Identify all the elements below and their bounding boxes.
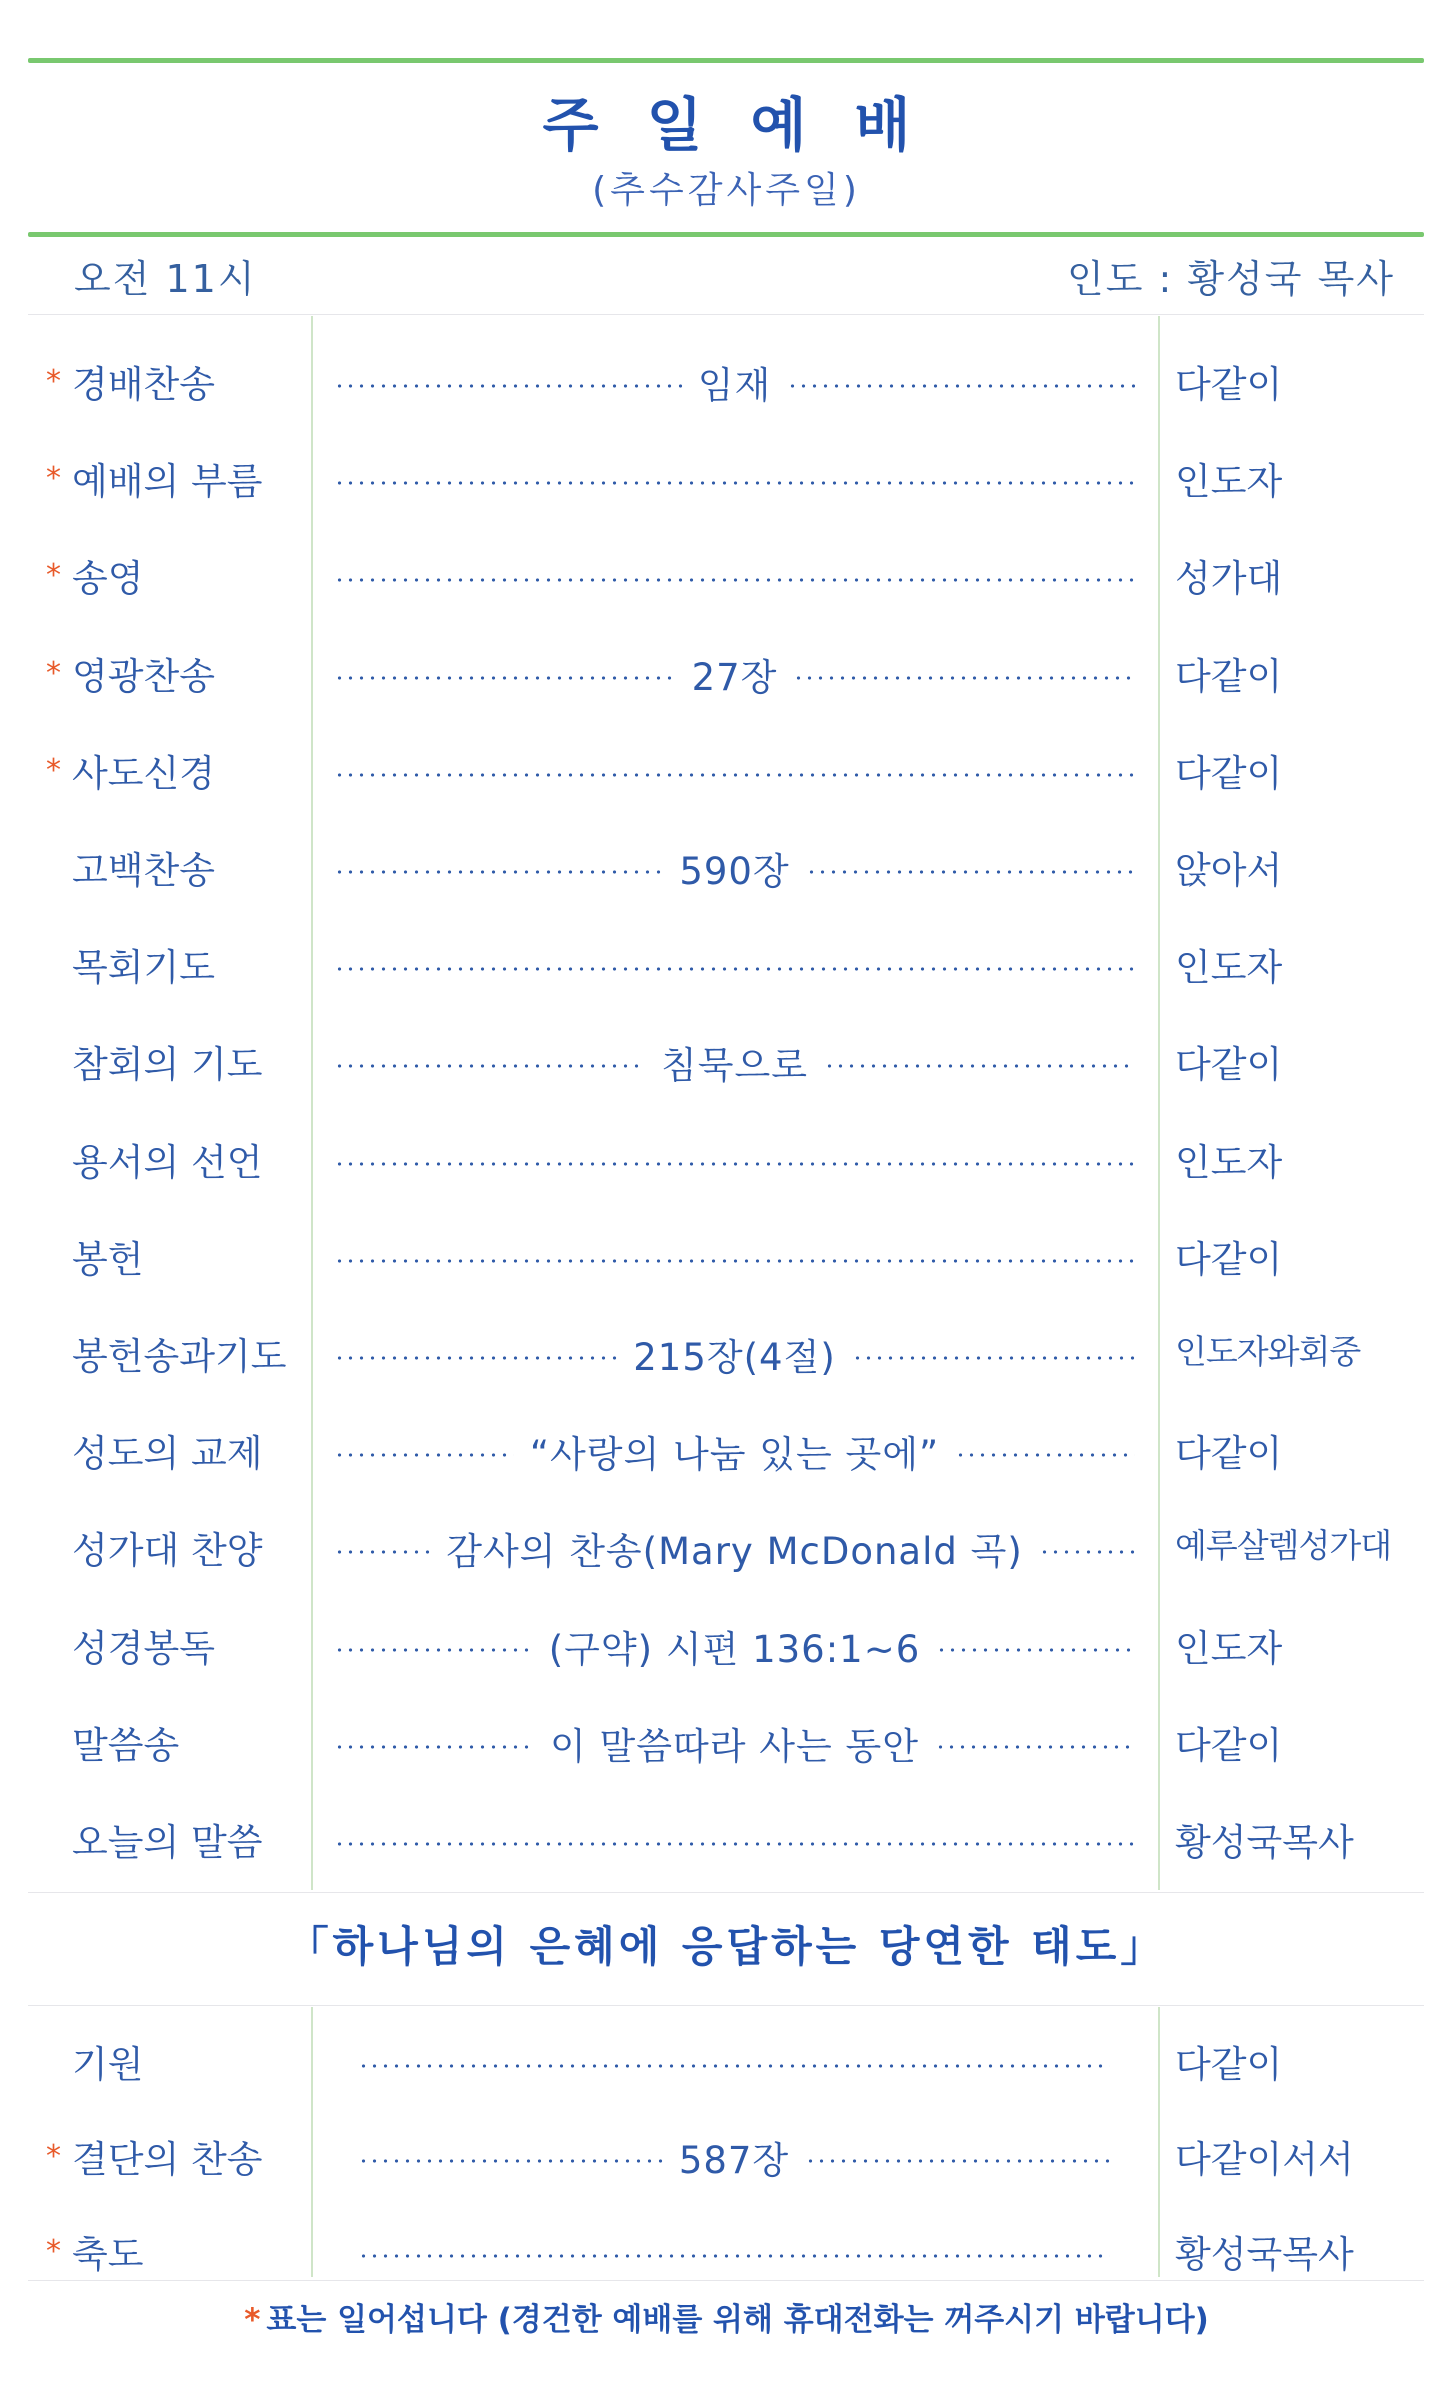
standing-asterisk-icon: * — [46, 2139, 61, 2174]
standing-asterisk-icon: * — [244, 2302, 261, 2338]
order-row — [0, 447, 1453, 511]
order-item-responder: 인도자 — [1175, 1140, 1283, 1184]
order-item-label: 송영 — [72, 557, 144, 601]
order-item-content: 임재 — [697, 364, 772, 407]
dot-leader — [334, 1259, 1135, 1263]
order-row — [0, 1030, 1453, 1094]
order-item-responder: 다같이 — [1175, 1723, 1283, 1767]
order-item-label: 기원 — [72, 2043, 144, 2086]
order-item-responder: 앉아서 — [1175, 849, 1283, 892]
dot-leader — [358, 2254, 1110, 2258]
order-item-label: 영광찬송 — [72, 654, 215, 698]
order-item-leader-dots — [334, 1520, 1135, 1576]
dot-leader — [334, 1842, 1135, 1846]
standing-asterisk-icon: * — [46, 655, 61, 691]
order-row — [0, 1419, 1453, 1483]
order-item-responder: 다같이 — [1175, 654, 1283, 698]
order-item-leader-dots — [358, 2224, 1110, 2280]
order-row — [0, 2220, 1453, 2284]
order-row — [0, 1711, 1453, 1775]
order-item-responder: 황성국목사 — [1175, 1821, 1354, 1864]
order-item-leader-dots — [334, 743, 1135, 799]
dot-leader — [358, 2159, 663, 2163]
order-item-label: 참회의 기도 — [72, 1043, 263, 1087]
order-item-content: 이 말씀따라 사는 동안 — [550, 1724, 919, 1768]
dot-leader — [334, 676, 676, 680]
order-item-leader-dots — [358, 2129, 1110, 2185]
order-item-leader-dots — [334, 451, 1135, 507]
order-row — [0, 1128, 1453, 1192]
order-item-responder: 다같이 — [1175, 1237, 1283, 1281]
dot-leader — [334, 1550, 430, 1554]
order-item-label: 성가대 찬양 — [72, 1529, 263, 1573]
dot-leader — [334, 773, 1135, 777]
header-green-rule — [28, 232, 1424, 237]
order-item-responder: 다같이 — [1175, 751, 1283, 795]
order-item-content: 감사의 찬송(Mary McDonald 곡) — [446, 1530, 1023, 1574]
closing-top-divider — [28, 2005, 1424, 2006]
order-row — [0, 836, 1453, 900]
order-item-responder: 인도자 — [1175, 460, 1283, 504]
order-item-responder: 다같이서서 — [1175, 2138, 1354, 2181]
dot-leader — [334, 967, 1135, 971]
order-row — [0, 1614, 1453, 1678]
order-item-leader-dots — [334, 1229, 1135, 1285]
dot-leader — [334, 384, 682, 388]
order-item-leader-dots — [358, 2034, 1110, 2090]
order-item-content: “사랑의 나눔 있는 곳에” — [529, 1433, 940, 1477]
dot-leader — [852, 1356, 1135, 1360]
order-item-label: 오늘의 말씀 — [72, 1821, 263, 1864]
order-item-label: 용서의 선언 — [72, 1140, 263, 1184]
order-item-label: 사도신경 — [72, 751, 215, 795]
dot-leader — [334, 578, 1135, 582]
dot-leader — [334, 481, 1135, 485]
order-row — [0, 350, 1453, 414]
standing-asterisk-icon: * — [46, 752, 61, 788]
service-title: 주일예배 — [542, 91, 959, 159]
order-item-leader-dots — [334, 548, 1135, 604]
dot-leader — [358, 2064, 1110, 2068]
dot-leader — [334, 1064, 645, 1068]
order-item-content: (구약) 시편 136:1~6 — [548, 1627, 921, 1671]
dot-leader — [334, 1162, 1135, 1166]
dot-leader — [824, 1064, 1135, 1068]
order-item-leader-dots — [334, 840, 1135, 896]
order-item-label: 경배찬송 — [72, 363, 215, 406]
order-item-responder: 다같이 — [1175, 1043, 1283, 1087]
dot-leader — [955, 1453, 1135, 1457]
order-item-content: 침묵으로 — [661, 1044, 808, 1088]
order-row — [0, 1516, 1453, 1580]
order-item-leader-dots — [334, 1034, 1135, 1090]
dot-leader — [334, 1648, 533, 1652]
order-item-content: 587장 — [678, 2139, 790, 2182]
order-row — [0, 1808, 1453, 1872]
order-item-label: 고백찬송 — [72, 849, 215, 892]
order-item-leader-dots — [334, 1812, 1135, 1868]
dot-leader — [1039, 1550, 1135, 1554]
order-item-label: 말씀송 — [72, 1723, 180, 1767]
order-item-label: 봉헌 — [72, 1237, 144, 1281]
standing-note-text: 표는 일어섭니다 (경건한 예배를 위해 휴대전화는 꺼주시기 바랍니다) — [266, 2302, 1209, 2338]
standing-asterisk-icon: * — [46, 558, 61, 594]
service-time: 오전 11시 — [74, 257, 257, 301]
order-row — [0, 544, 1453, 608]
order-item-leader-dots — [334, 1715, 1135, 1771]
order-item-responder: 다같이 — [1175, 2043, 1283, 2086]
order-item-leader-dots — [334, 1326, 1135, 1382]
order-item-label: 성도의 교제 — [72, 1432, 263, 1476]
order-item-leader-dots — [334, 1423, 1135, 1479]
dot-leader — [793, 676, 1135, 680]
order-top-divider — [28, 314, 1424, 315]
order-item-responder: 다같이 — [1175, 1432, 1283, 1476]
order-item-responder: 인도자 — [1175, 946, 1283, 990]
order-item-label: 목회기도 — [72, 946, 215, 990]
order-item-content: 27장 — [691, 655, 778, 699]
dot-leader — [806, 870, 1135, 874]
dot-leader — [936, 1648, 1135, 1652]
order-item-content: 590장 — [679, 850, 790, 893]
standing-asterisk-icon: * — [46, 461, 61, 497]
order-row — [0, 739, 1453, 803]
order-item-label: 성경봉독 — [72, 1626, 215, 1670]
order-item-responder: 황성국목사 — [1175, 2233, 1354, 2276]
dot-leader — [805, 2159, 1110, 2163]
order-item-leader-dots — [334, 354, 1135, 410]
order-item-label: 예배의 부름 — [72, 460, 263, 504]
order-item-responder: 성가대 — [1175, 557, 1283, 601]
standing-asterisk-icon: * — [46, 364, 61, 399]
order-row — [0, 642, 1453, 706]
footer-divider — [28, 2280, 1424, 2281]
order-item-leader-dots — [334, 937, 1135, 993]
order-item-content: 215장(4절) — [633, 1336, 836, 1379]
dot-leader — [787, 384, 1135, 388]
order-item-label: 봉헌송과기도 — [72, 1335, 287, 1378]
standing-note — [0, 2294, 1453, 2339]
order-item-label: 결단의 찬송 — [72, 2138, 263, 2181]
service-leader: 인도 : 황성국 목사 — [1067, 257, 1395, 301]
order-item-leader-dots — [334, 646, 1135, 702]
top-green-rule — [28, 58, 1424, 63]
standing-asterisk-icon: * — [46, 2234, 61, 2269]
dot-leader — [334, 1745, 534, 1749]
sermon-title: 「하나님의 은혜에 응답하는 당연한 태도」 — [286, 1922, 1167, 1971]
order-row — [0, 933, 1453, 997]
order-item-label: 축도 — [72, 2233, 144, 2276]
order-item-leader-dots — [334, 1132, 1135, 1188]
dot-leader — [334, 1356, 617, 1360]
order-row — [0, 2125, 1453, 2189]
order-row — [0, 1225, 1453, 1289]
dot-leader — [334, 870, 663, 874]
order-item-responder: 다같이 — [1175, 363, 1283, 406]
order-item-responder: 인도자 — [1175, 1626, 1283, 1670]
order-item-responder: 인도자와회중 — [1175, 1332, 1361, 1371]
order-row — [0, 1322, 1453, 1386]
order-item-responder: 예루살렘성가대 — [1175, 1526, 1392, 1566]
dot-leader — [935, 1745, 1135, 1749]
order-item-leader-dots — [334, 1618, 1135, 1674]
order-row — [0, 2030, 1453, 2094]
order-bottom-divider — [28, 1892, 1424, 1893]
service-subtitle: (추수감사주일) — [592, 170, 861, 211]
dot-leader — [334, 1453, 514, 1457]
